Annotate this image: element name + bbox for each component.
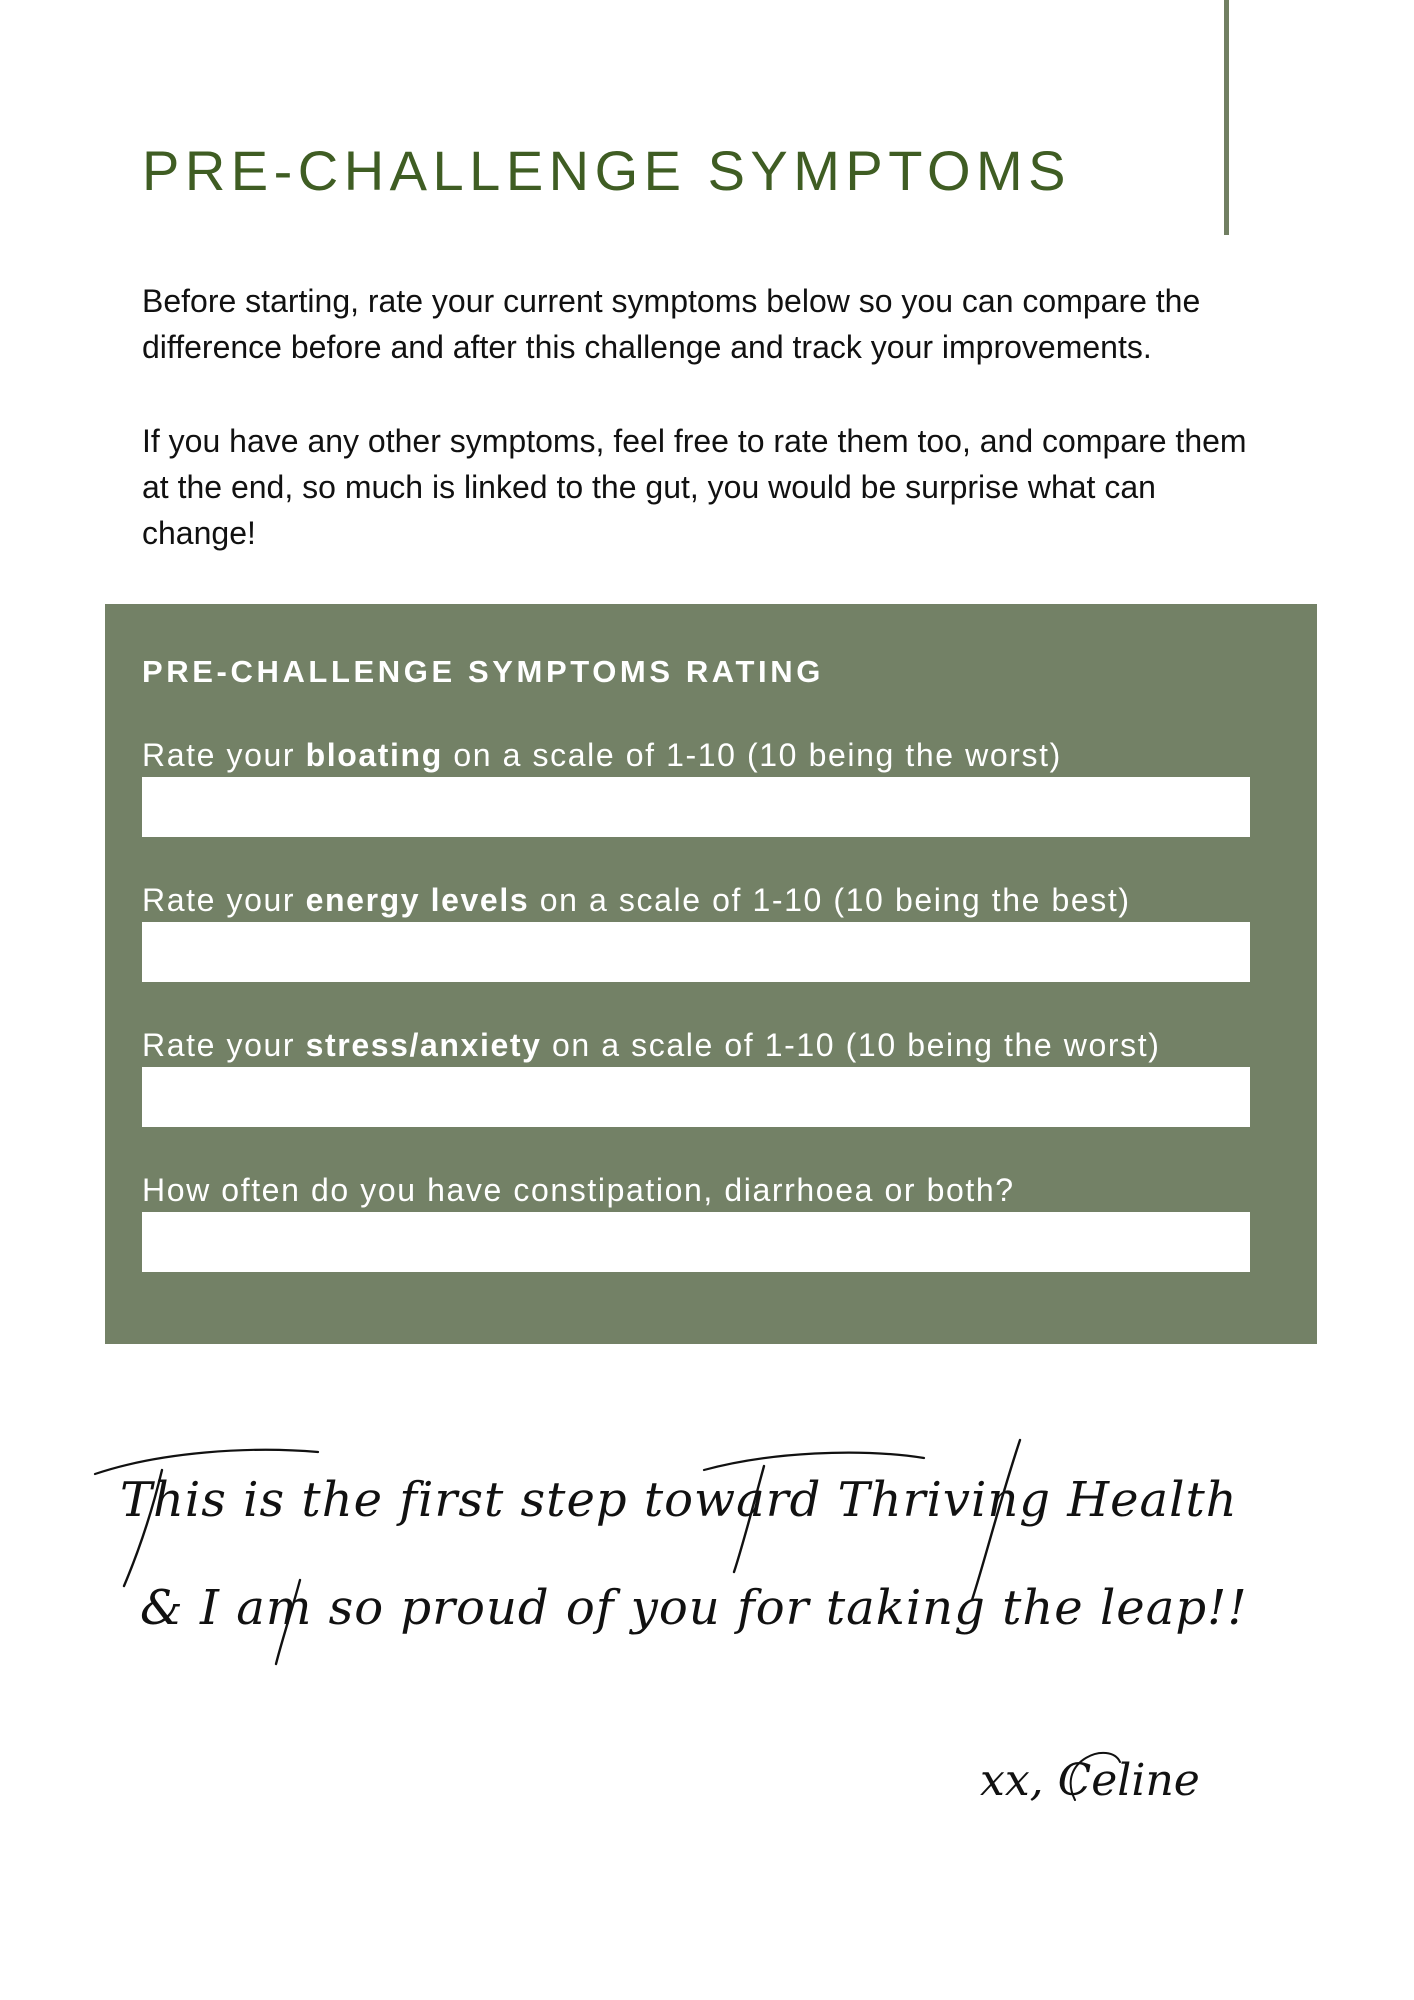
bowel-question-label [142,1170,1015,1210]
stress-label-suffix: on a scale of 1-10 (10 being the worst) [541,1027,1161,1063]
decorative-vertical-rule [1224,0,1229,235]
energy-label-emphasis: energy levels [305,882,530,918]
intro-paragraph-2: If you have any other symptoms, feel free to rate them too, and compare them at the end, so much is linked to the gut, you would be surprise what can change! [142,423,1247,551]
closing-line-1: This is the first step toward Thriving Health [120,1472,1238,1528]
bowel-label-text: How often do you have constipation, diarrhoea or both? [142,1172,1015,1208]
bloating-question-label [142,735,1062,775]
stress-label-emphasis: stress/anxiety [305,1027,542,1063]
symptoms-rating-panel [105,604,1317,1344]
stress-question-label [142,1025,1160,1065]
energy-question-label [142,880,1131,920]
bloating-rating-input[interactable] [142,777,1250,837]
energy-rating-input[interactable] [142,922,1250,982]
bowel-frequency-input[interactable] [142,1212,1250,1272]
page-title: PRE-CHALLENGE SYMPTOMS [142,139,1072,202]
bloating-label-prefix: Rate your [142,737,306,773]
bloating-label-emphasis: bloating [305,737,443,773]
panel-heading: PRE-CHALLENGE SYMPTOMS RATING [142,654,824,689]
stress-label-prefix: Rate your [142,1027,306,1063]
energy-label-prefix: Rate your [142,882,306,918]
intro-paragraph-1: Before starting, rate your current symptoms below so you can compare the difference before and after this challenge and track your improvements. [142,283,1201,365]
stress-rating-input[interactable] [142,1067,1250,1127]
bloating-label-suffix: on a scale of 1-10 (10 being the worst) [442,737,1062,773]
energy-label-suffix: on a scale of 1-10 (10 being the best) [529,882,1131,918]
signature: xx, Celine [980,1755,1200,1806]
closing-line-2: & I am so proud of you for taking the leap!! [140,1580,1248,1636]
